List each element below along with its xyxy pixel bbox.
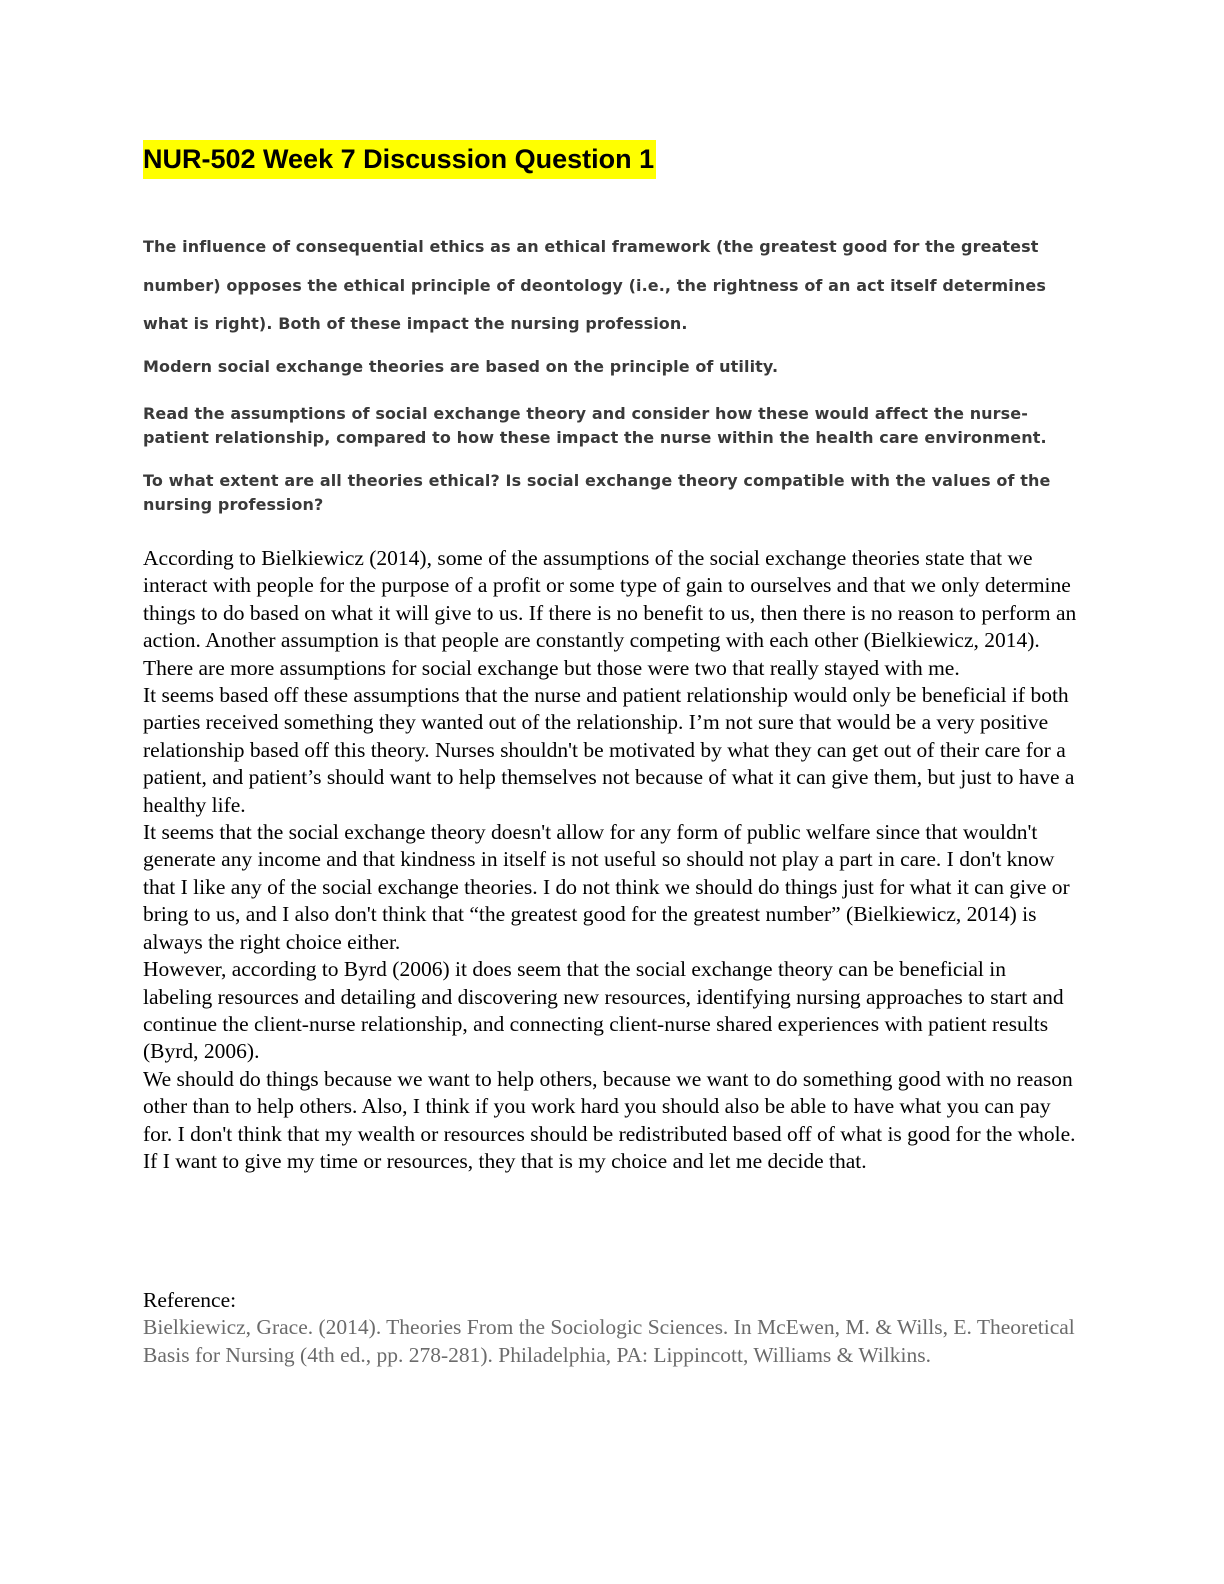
answer-paragraph: It seems based off these assumptions that the nurse and patient relationship would only be beneficial if both parties received something they wanted out of the relationship. I’m not sure that would be a very positive relationship based off this theory. Nurses shouldn't be motivated by what they can get out of their care for a patient, and patient’s should want to help themselves not because of what it can give them, but just to have a healthy life. — [143, 683, 1075, 817]
prompt-paragraph: To what extent are all theories ethical? Is social exchange theory compatible with the values of the nursing profession? — [143, 471, 1051, 514]
answer-paragraph: We should do things because we want to help others, because we want to do something good with no reason other than to help others. Also, I think if you work hard you should also be able to have what you can pay for. I don't think that my wealth or resources should be redistributed based off of what is good for the whole. If I want to give my time or resources, they that is my choice and let me decide that. — [143, 1066, 1076, 1173]
answer-body — [143, 545, 1078, 1175]
prompt-paragraph: The influence of consequential ethics as an ethical framework (the greatest good for the greatest number) opposes the ethical principle of deontology (i.e., the rightness of an act itself determines what is right). Both of these impact the nursing profession. — [143, 237, 1046, 333]
reference-heading: Reference: — [143, 1288, 237, 1312]
reference-entry: Bielkiewicz, Grace. (2014). Theories From the Sociologic Sciences. In McEwen, M. & Wills, E. Theoretical Basis for Nursing (4th ed., pp. 278-281). Philadelphia, PA: Lippincott, Williams & Wilkins. — [143, 1315, 1075, 1367]
prompt-paragraph: Modern social exchange theories are based on the principle of utility. — [143, 357, 779, 376]
reference-section — [143, 1287, 1078, 1369]
document-title: NUR-502 Week 7 Discussion Question 1 — [143, 140, 656, 179]
answer-paragraph: According to Bielkiewicz (2014), some of the assumptions of the social exchange theories state that we interact with people for the purpose of a profit or some type of gain to ourselves and that we only determine things to do based on what it will give to us. If there is no benefit to us, then there is no reason to perform an action. Another assumption is that people are constantly competing with each other (Bielkiewicz, 2014). There are more assumptions for social exchange but those were two that really stayed with me. — [143, 546, 1077, 680]
answer-paragraph: It seems that the social exchange theory doesn't allow for any form of public welfare since that wouldn't generate any income and that kindness in itself is not useful so should not play a part in care. I don't know that I like any of the social exchange theories. I do not think we should do things just for what it can give or bring to us, and I also don't think that “the greatest good for the greatest number” (Bielkiewicz, 2014) is always the right choice either. — [143, 820, 1070, 954]
prompt-paragraph: Read the assumptions of social exchange theory and consider how these would affect the nurse-patient relationship, compared to how these impact the nurse within the health care environment. — [143, 404, 1047, 447]
answer-paragraph: However, according to Byrd (2006) it does seem that the social exchange theory can be beneficial in labeling resources and detailing and discovering new resources, identifying nursing approaches to start and continue the client-nurse relationship, and connecting client-nurse shared experiences with patient results (Byrd, 2006). — [143, 957, 1064, 1064]
